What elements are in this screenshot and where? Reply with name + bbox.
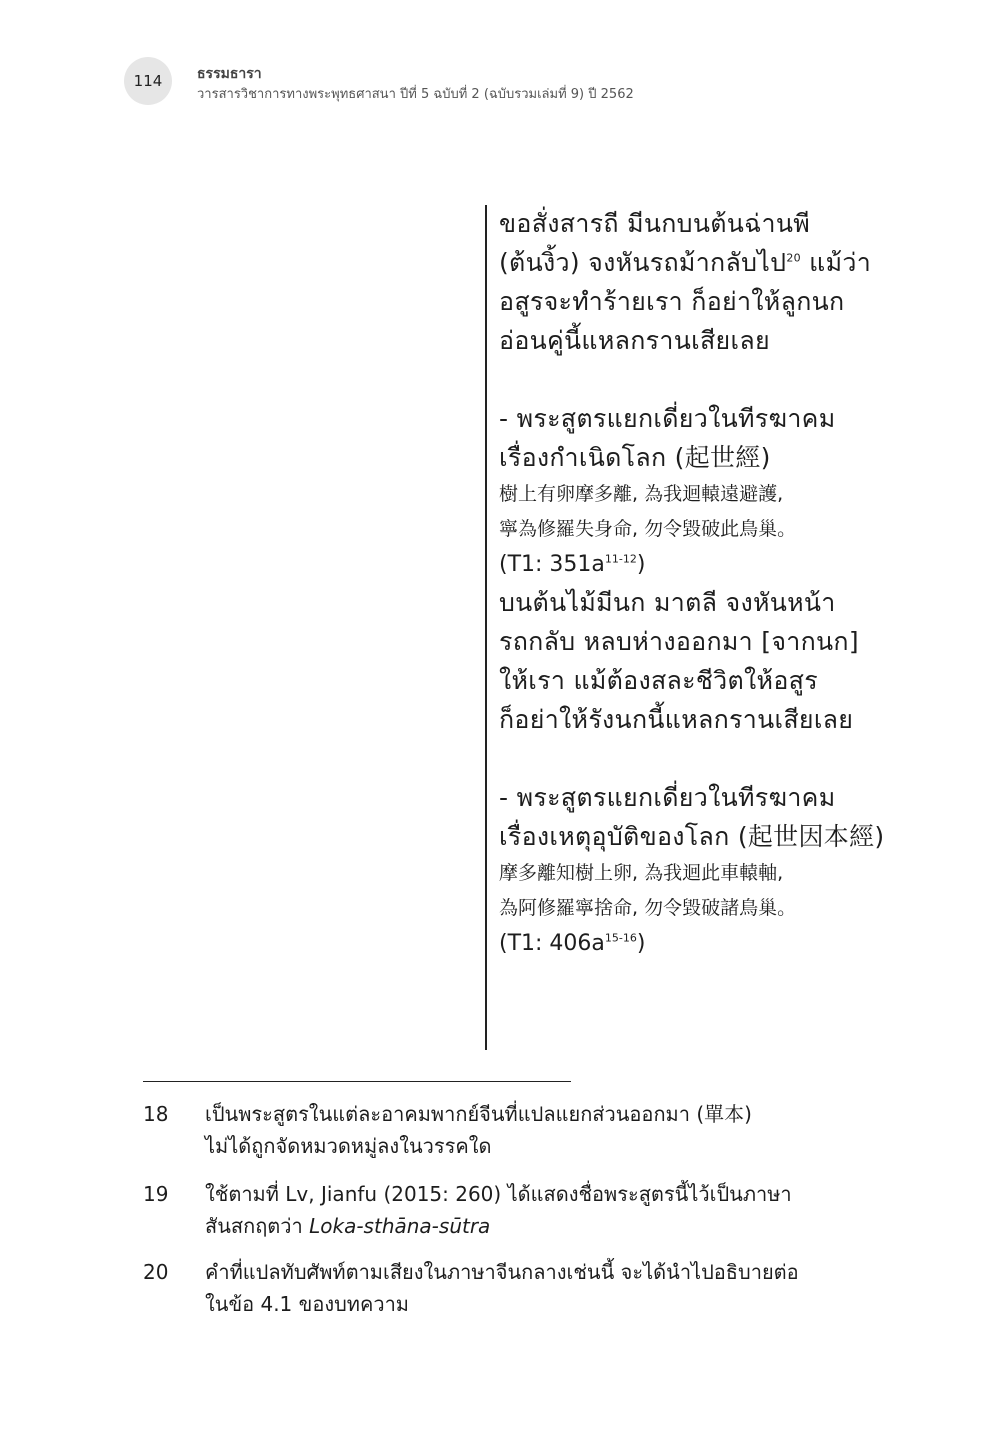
page-number: 114 — [133, 72, 163, 90]
footnote-text: ในข้อ 4.1 ของบทความ — [205, 1292, 409, 1316]
footnote-separator — [143, 1081, 571, 1082]
footnote-text: ไม่ได้ถูกจัดหมวดหมู่ลงในวรรคใด — [205, 1134, 492, 1158]
chinese-verse-line: 摩多離知樹上卵, 為我迴此車轅軸, — [499, 862, 784, 884]
sutra-title: - พระสูตรแยกเดี่ยวในทีรฆาคม — [499, 783, 836, 812]
footnote-text: เป็นพระสูตรในแต่ละอาคมพากย์จีนที่แปลแยกส่วนออกมา (單本) — [205, 1102, 752, 1126]
verse-line — [499, 243, 872, 282]
footnote-ref-20: 20 — [786, 251, 801, 265]
verse-text: แม้ว่า — [800, 248, 872, 277]
sutra-title: เรื่องกำเนิดโลก (起世經) — [499, 443, 771, 472]
translation-line: ให้เรา แม้ต้องสละชีวิตให้อสูร — [499, 666, 818, 695]
ref-text: (T1: 406a — [499, 931, 605, 956]
footnote-text: คำที่แปลทับศัพท์ตามเสียงในภาษาจีนกลางเช่นนี้ จะได้นำไปอธิบายต่อ — [205, 1260, 799, 1284]
verse-block-1 — [499, 204, 885, 962]
taisho-reference — [499, 547, 839, 583]
footnote-number: 19 — [143, 1182, 169, 1206]
footnote-number: 18 — [143, 1102, 169, 1126]
footnote-text — [205, 1210, 490, 1242]
ref-lines: 15-16 — [604, 931, 637, 945]
ref-lines: 11-12 — [604, 552, 637, 566]
translation-line: ก็อย่าให้รังนกนี้แหลกรานเสียเลย — [499, 705, 854, 734]
journal-title: ธรรมธารา — [197, 66, 262, 82]
chinese-verse-line: 樹上有卵摩多離, 為我迴轅遠避護, — [499, 483, 784, 505]
footnote-text-plain: สันสกฤตว่า — [205, 1214, 310, 1238]
footnote-text: ใช้ตามที่ Lv, Jianfu (2015: 260) ได้แสดงชื่อพระสูตรนี้ไว้เป็นภาษา — [205, 1182, 792, 1206]
translation-line: รถกลับ หลบห่างออกมา [จากนก] — [499, 627, 859, 656]
verse-text: (ต้นงิ้ว) จงหันรถม้ากลับไป — [499, 248, 787, 277]
ref-close: ) — [636, 552, 646, 577]
column-divider — [485, 205, 487, 1050]
chinese-verse-line: 寧為修羅失身命, 勿令毀破此鳥巢。 — [499, 518, 797, 540]
page-number-badge — [124, 57, 172, 105]
footnote-sanskrit-title: Loka-sthāna-sūtra — [309, 1214, 491, 1238]
translation-line: บนต้นไม้มีนก มาตลี จงหันหน้า — [499, 588, 836, 617]
ref-close: ) — [636, 931, 646, 956]
verse-line: อ่อนคู่นี้แหลกรานเสียเลย — [499, 326, 770, 355]
verse-line: ขอสั่งสารถี มีนกบนต้นฉ่านพี — [499, 209, 811, 238]
journal-subtitle: วารสารวิชาการทางพระพุทธศาสนา ปีที่ 5 ฉบับที่ 2 (ฉบับรวมเล่มที่ 9) ปี 2562 — [197, 87, 634, 102]
sutra-title: - พระสูตรแยกเดี่ยวในทีรฆาคม — [499, 404, 836, 433]
taisho-reference — [499, 926, 839, 962]
chinese-verse-line: 為阿修羅寧捨命, 勿令毀破諸鳥巢。 — [499, 897, 797, 919]
ref-text: (T1: 351a — [499, 552, 605, 577]
sutra-title: เรื่องเหตุอุบัติของโลก (起世因本經) — [499, 822, 885, 851]
verse-line: อสูรจะทำร้ายเรา ก็อย่าให้ลูกนก — [499, 287, 845, 316]
footnote-number: 20 — [143, 1260, 169, 1284]
